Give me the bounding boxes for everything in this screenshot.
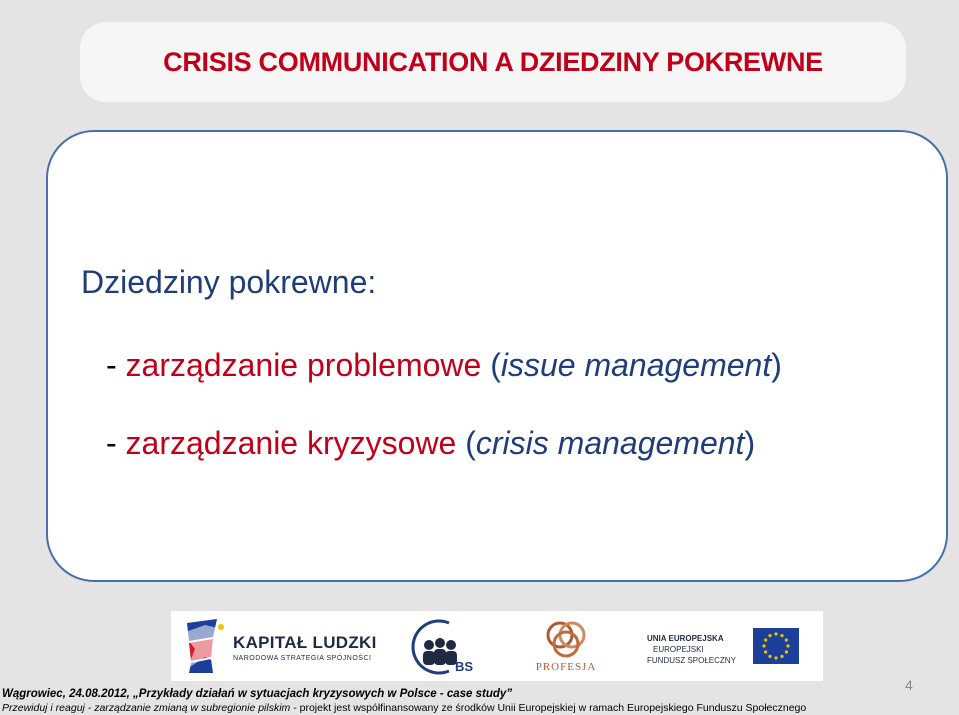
list-item-crisis-management — [106, 425, 755, 462]
svg-text:BS: BS — [455, 659, 474, 674]
kapital-ludzki-logo-icon — [183, 617, 233, 675]
paren-close: ) — [771, 347, 782, 383]
eu-line-1: UNIA EUROPEJSKA — [647, 634, 724, 643]
profesja-logo — [531, 617, 601, 679]
paren-open: ( — [490, 347, 501, 383]
kapital-ludzki-subtitle: NARODOWA STRATEGIA SPÓJNOŚCI — [233, 655, 372, 662]
footer-project-line — [2, 702, 806, 714]
eu-line-3: FUNDUSZ SPOŁECZNY — [647, 656, 736, 665]
list-item-text: zarządzanie problemowe — [125, 347, 491, 383]
list-dash: - — [106, 425, 126, 461]
eu-text — [647, 633, 736, 666]
content-heading: Dziedziny pokrewne: — [81, 264, 377, 300]
footer-event-line: Wągrowiec, 24.08.2012, „Przykłady działań w sytuacjach kryzysowych w Polsce - case study” — [2, 688, 513, 700]
list-item-text: zarządzanie kryzysowe — [125, 425, 466, 461]
content-box — [46, 130, 948, 582]
list-item-term: crisis management — [475, 425, 745, 461]
kapital-ludzki-name: KAPITAŁ LUDZKI — [233, 633, 377, 652]
title-bar — [80, 22, 906, 102]
list-item-issue-management — [106, 347, 782, 384]
slide-title: CRISIS COMMUNICATION A DZIEDZINY POKREWNE — [163, 46, 823, 77]
list-dash: - — [106, 347, 126, 383]
profesja-name: PROFESJA — [535, 661, 597, 673]
profesja-rings-icon — [531, 617, 601, 659]
paren-open: ( — [465, 425, 476, 461]
footer-project-name: Przewiduj i reaguj - zarządzanie zmianą w subregionie pilskim — [2, 702, 291, 714]
logo-strip — [171, 611, 823, 681]
footer-funding-text: - projekt jest współfinansowany ze środków Unii Europejskiej w ramach Europejskiego Funduszu Społecznego — [290, 702, 807, 714]
eu-line-2: EUROPEJSKI — [653, 645, 704, 654]
paren-close: ) — [744, 425, 756, 461]
cbs-logo-icon — [409, 615, 475, 677]
kapital-ludzki-text — [233, 633, 377, 662]
list-item-term: issue management — [500, 347, 772, 383]
eu-flag-icon — [753, 628, 799, 664]
page-number: 4 — [905, 677, 913, 693]
